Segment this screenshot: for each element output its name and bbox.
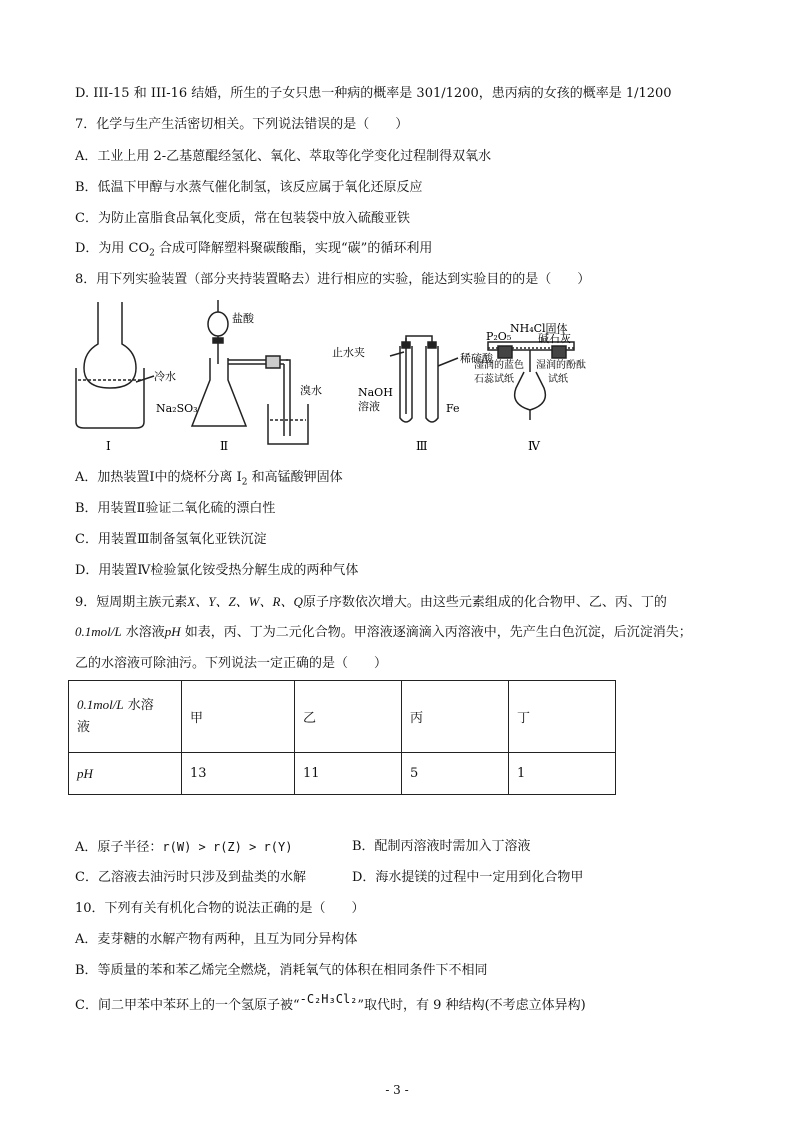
- table-col-yi: 乙: [295, 681, 402, 753]
- label-fe: Fe: [446, 402, 460, 415]
- label-blue-litmus-1: 湿润的蓝色: [474, 360, 524, 371]
- page-number: - 3 -: [385, 1083, 409, 1097]
- q8-option-d: D．用装置Ⅳ检验氯化铵受热分解生成的两种气体: [75, 563, 359, 578]
- q10-option-b: B．等质量的苯和苯乙烯完全燃烧，消耗氧气的体积在相同条件下不相同: [75, 963, 488, 978]
- roman-ii: Ⅱ: [220, 439, 229, 453]
- question-9-line3: 乙的水溶液可除油污。下列说法一定正确的是（ ）: [75, 656, 388, 671]
- question-10: 10．下列有关有机化合物的说法正确的是（ ）: [75, 901, 365, 916]
- flask-i: [84, 302, 136, 388]
- label-p2o5: P₂O₅: [486, 330, 512, 343]
- beaker-ii: [268, 404, 308, 444]
- label-soda-lime: 碱石灰: [538, 332, 571, 345]
- label-na2so3: Na₂SO₃: [156, 402, 198, 415]
- q8-option-c: C．用装置Ⅲ制备氢氧化亚铁沉淀: [75, 532, 267, 547]
- label-bromine-water: 溴水: [300, 384, 322, 397]
- q9-option-d: D．海水提镁的过程中一定用到化合物甲: [352, 870, 584, 885]
- question-8: 8．用下列实验装置（部分夹持装置略去）进行相应的实验，能达到实验目的的是（ ）: [75, 272, 591, 287]
- apparatus-figure: [70, 296, 590, 454]
- table-cell: 11: [295, 753, 402, 795]
- label-phenol-2: 试纸: [548, 374, 568, 385]
- label-dilute-h2so4: 稀硫酸: [460, 352, 493, 365]
- label-clamp: 止水夹: [332, 346, 365, 359]
- q7-option-a: A．工业上用 2-乙基蒽醌经氢化、氧化、萃取等化学变化过程制得双氧水: [75, 149, 492, 164]
- flask-ii: [192, 358, 246, 426]
- table-header-label: 0.1mol/L 水溶 液: [69, 681, 182, 753]
- question-9-line2: 0.1mol/L 水溶液pH 如表，丙、丁为二元化合物。甲溶液逐滴滴入丙溶液中，先产生白色沉淀，后沉淀消失；: [75, 624, 692, 640]
- flask-iv: [515, 372, 546, 410]
- label-solution: 溶液: [358, 400, 380, 413]
- label-naoh: NaOH: [358, 386, 393, 399]
- roman-i: Ⅰ: [106, 439, 111, 453]
- ph-table: [68, 680, 616, 795]
- label-hcl: 盐酸: [232, 312, 254, 325]
- q9-option-a: A．原子半径：r(W) > r(Z) > r(Y): [75, 840, 293, 855]
- option-d-q6: D. III-15 和 III-16 结婚，所生的子女只患一种病的概率是 301/1200，患丙病的女孩的概率是 1/1200: [75, 86, 672, 101]
- q7-option-b: B．低温下甲醇与水蒸气催化制氢，该反应属于氧化还原反应: [75, 180, 423, 195]
- label-blue-litmus-2: 石蕊试纸: [474, 374, 514, 385]
- question-7: 7．化学与生产生活密切相关。下列说法错误的是（ ）: [75, 117, 409, 132]
- q7-option-d: D．为用 $CO_2$ 合成可降解塑料聚碳酸酯，实现“碳”的循环利用: [75, 241, 433, 259]
- table-col-jia: 甲: [182, 681, 295, 753]
- table-col-ding: 丁: [509, 681, 616, 753]
- table-col-bing: 丙: [402, 681, 509, 753]
- roman-iv: Ⅳ: [528, 439, 540, 453]
- roman-iii: Ⅲ: [416, 439, 428, 453]
- q10-option-a: A．麦芽糖的水解产物有两种，且互为同分异构体: [75, 932, 358, 947]
- q9-option-c: C．乙溶液去油污时只涉及到盐类的水解: [75, 870, 306, 885]
- tube-iii-right: [426, 346, 438, 422]
- q10-option-c: C．间二甲苯中苯环上的一个氢原子被“-C₂H₃Cl₂”取代时，有 9 种结构(不考虑立体异构): [75, 992, 586, 1013]
- table-cell: 13: [182, 753, 295, 795]
- label-phenol-1: 湿润的酚酞: [536, 360, 586, 371]
- label-nh4cl: NH₄Cl固体: [510, 322, 568, 335]
- q8-option-b: B．用装置Ⅱ验证二氧化硫的漂白性: [75, 501, 276, 516]
- q7-option-c: C．为防止富脂食品氧化变质，常在包装袋中放入硫酸亚铁: [75, 211, 410, 226]
- question-9-line1: 9．短周期主族元素X、Y、Z、W、R、Q原子序数依次增大。由这些元素组成的化合物甲、乙、丙、丁的: [75, 594, 667, 610]
- q9-option-b: B．配制丙溶液时需加入丁溶液: [352, 839, 531, 854]
- table-cell: 1: [509, 753, 616, 795]
- funnel-ii: [208, 312, 228, 336]
- label-cold-water: 冷水: [154, 370, 176, 383]
- table-cell: 5: [402, 753, 509, 795]
- table-row-label: pH: [69, 753, 182, 795]
- q8-option-a: A．加热装置Ⅰ中的烧杯分离 $I_2$ 和高锰酸钾固体: [75, 470, 343, 488]
